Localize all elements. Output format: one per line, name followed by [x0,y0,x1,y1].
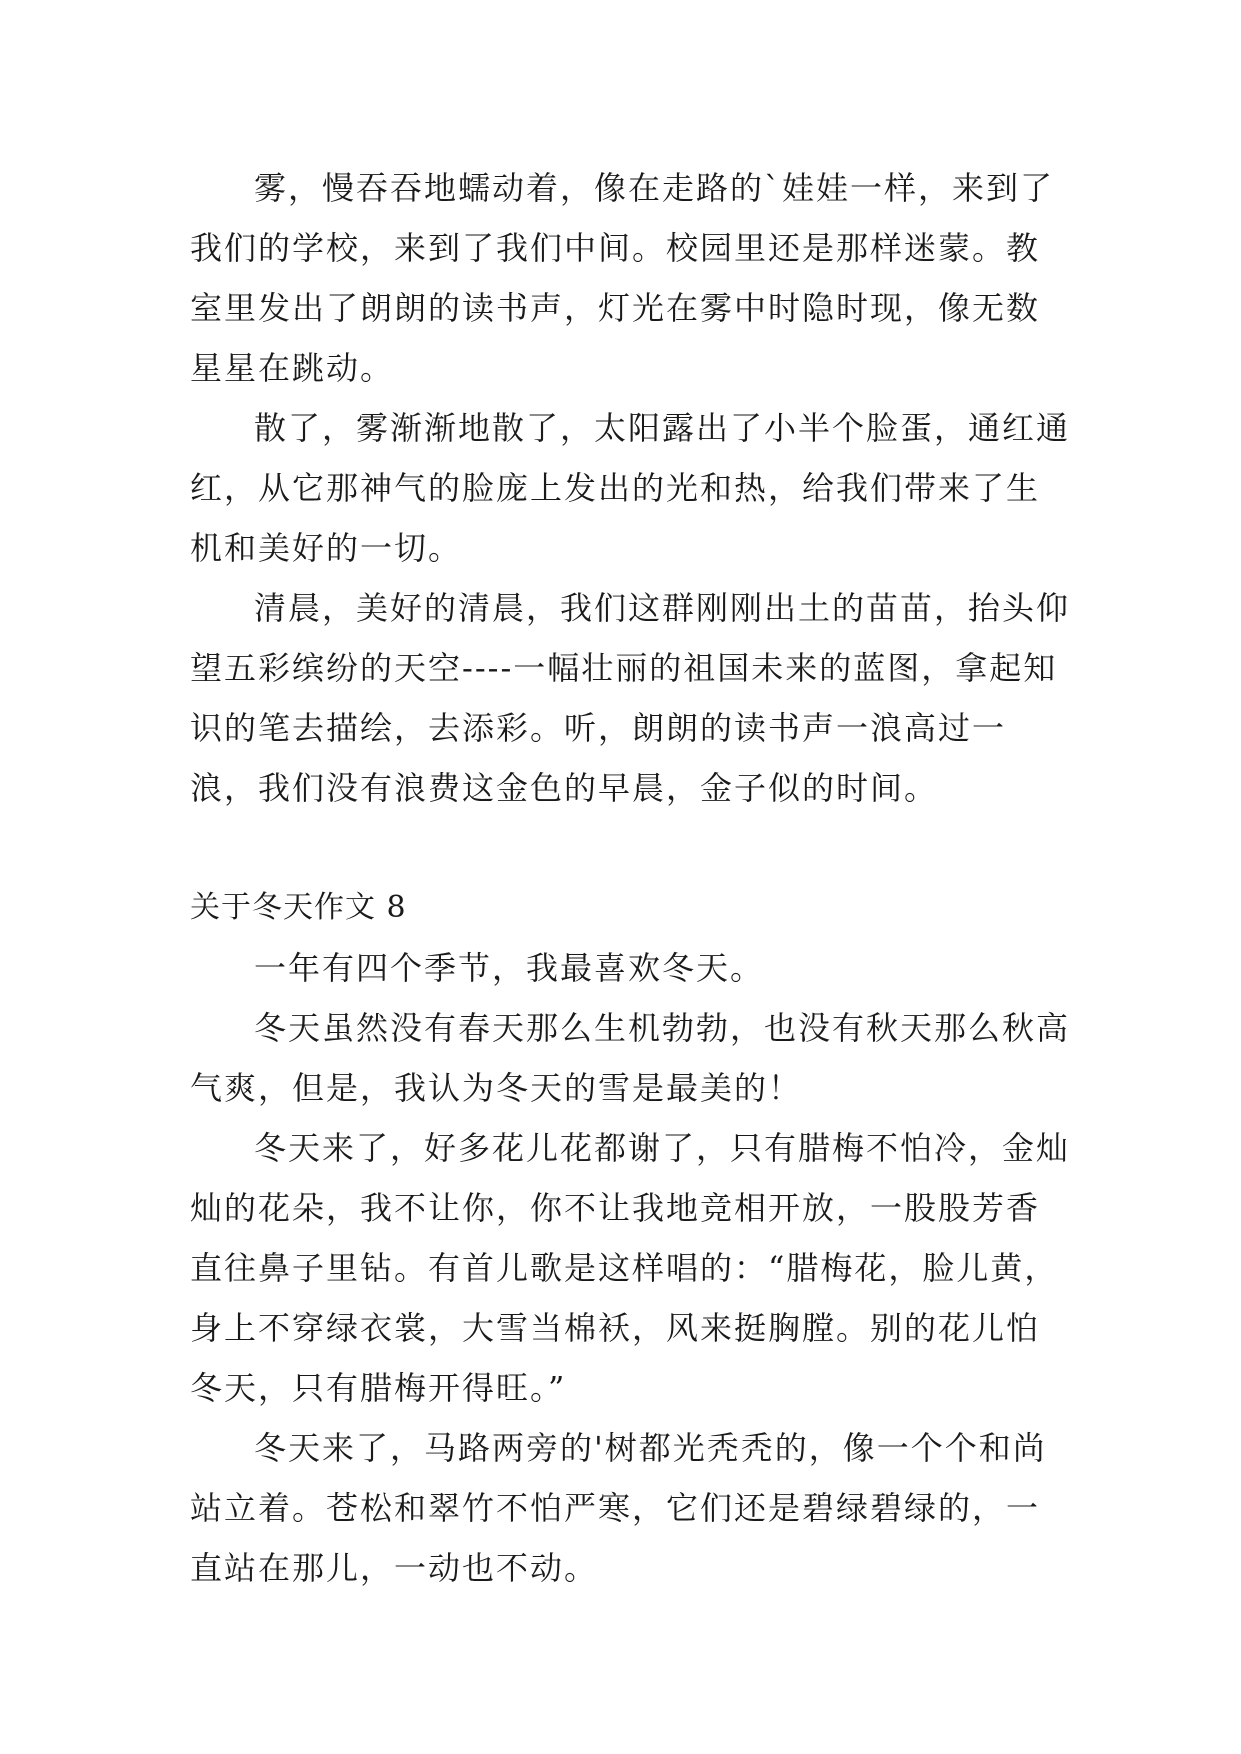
paragraph: 冬天虽然没有春天那么生机勃勃，也没有秋天那么秋高气爽，但是，我认为冬天的雪是最美的！ [190,1009,1071,1107]
paragraph: 雾，慢吞吞地蠕动着，像在走路的`娃娃一样，来到了我们的学校，来到了我们中间。校园里还是那样迷蒙。教室里发出了朗朗的读书声，灯光在雾中时隐时现，像无数星星在跳动。 [190,169,1055,387]
document-body [190,158,1070,1598]
paragraph: 清晨，美好的清晨，我们这群刚刚出土的苗苗，抬头仰望五彩缤纷的天空----一幅壮丽的祖国未来的蓝图，拿起知识的笔去描绘，去添彩。听，朗朗的读书声一浪高过一浪，我们没有浪费这金色的早晨，金子似的时间。 [190,589,1071,807]
paragraph: 冬天来了，好多花儿花都谢了，只有腊梅不怕冷，金灿灿的花朵，我不让你，你不让我地竞相开放，一股股芳香直往鼻子里钻。有首儿歌是这样唱的：“腊梅花，脸儿黄，身上不穿绿衣裳，大雪当棉袄，风来挺胸膛。别的花儿怕冬天，只有腊梅开得旺。” [190,1129,1071,1407]
paragraph: 散了，雾渐渐地散了，太阳露出了小半个脸蛋，通红通红，从它那神气的脸庞上发出的光和热，给我们带来了生机和美好的一切。 [190,409,1071,567]
paragraph: 一年有四个季节，我最喜欢冬天。 [254,949,765,987]
section-title: 关于冬天作文 8 [190,890,407,925]
paragraph: 冬天来了，马路两旁的'树都光秃秃的，像一个个和尚站立着。苍松和翠竹不怕严寒，它们还是碧绿碧绿的，一直站在那儿，一动也不动。 [190,1429,1047,1587]
